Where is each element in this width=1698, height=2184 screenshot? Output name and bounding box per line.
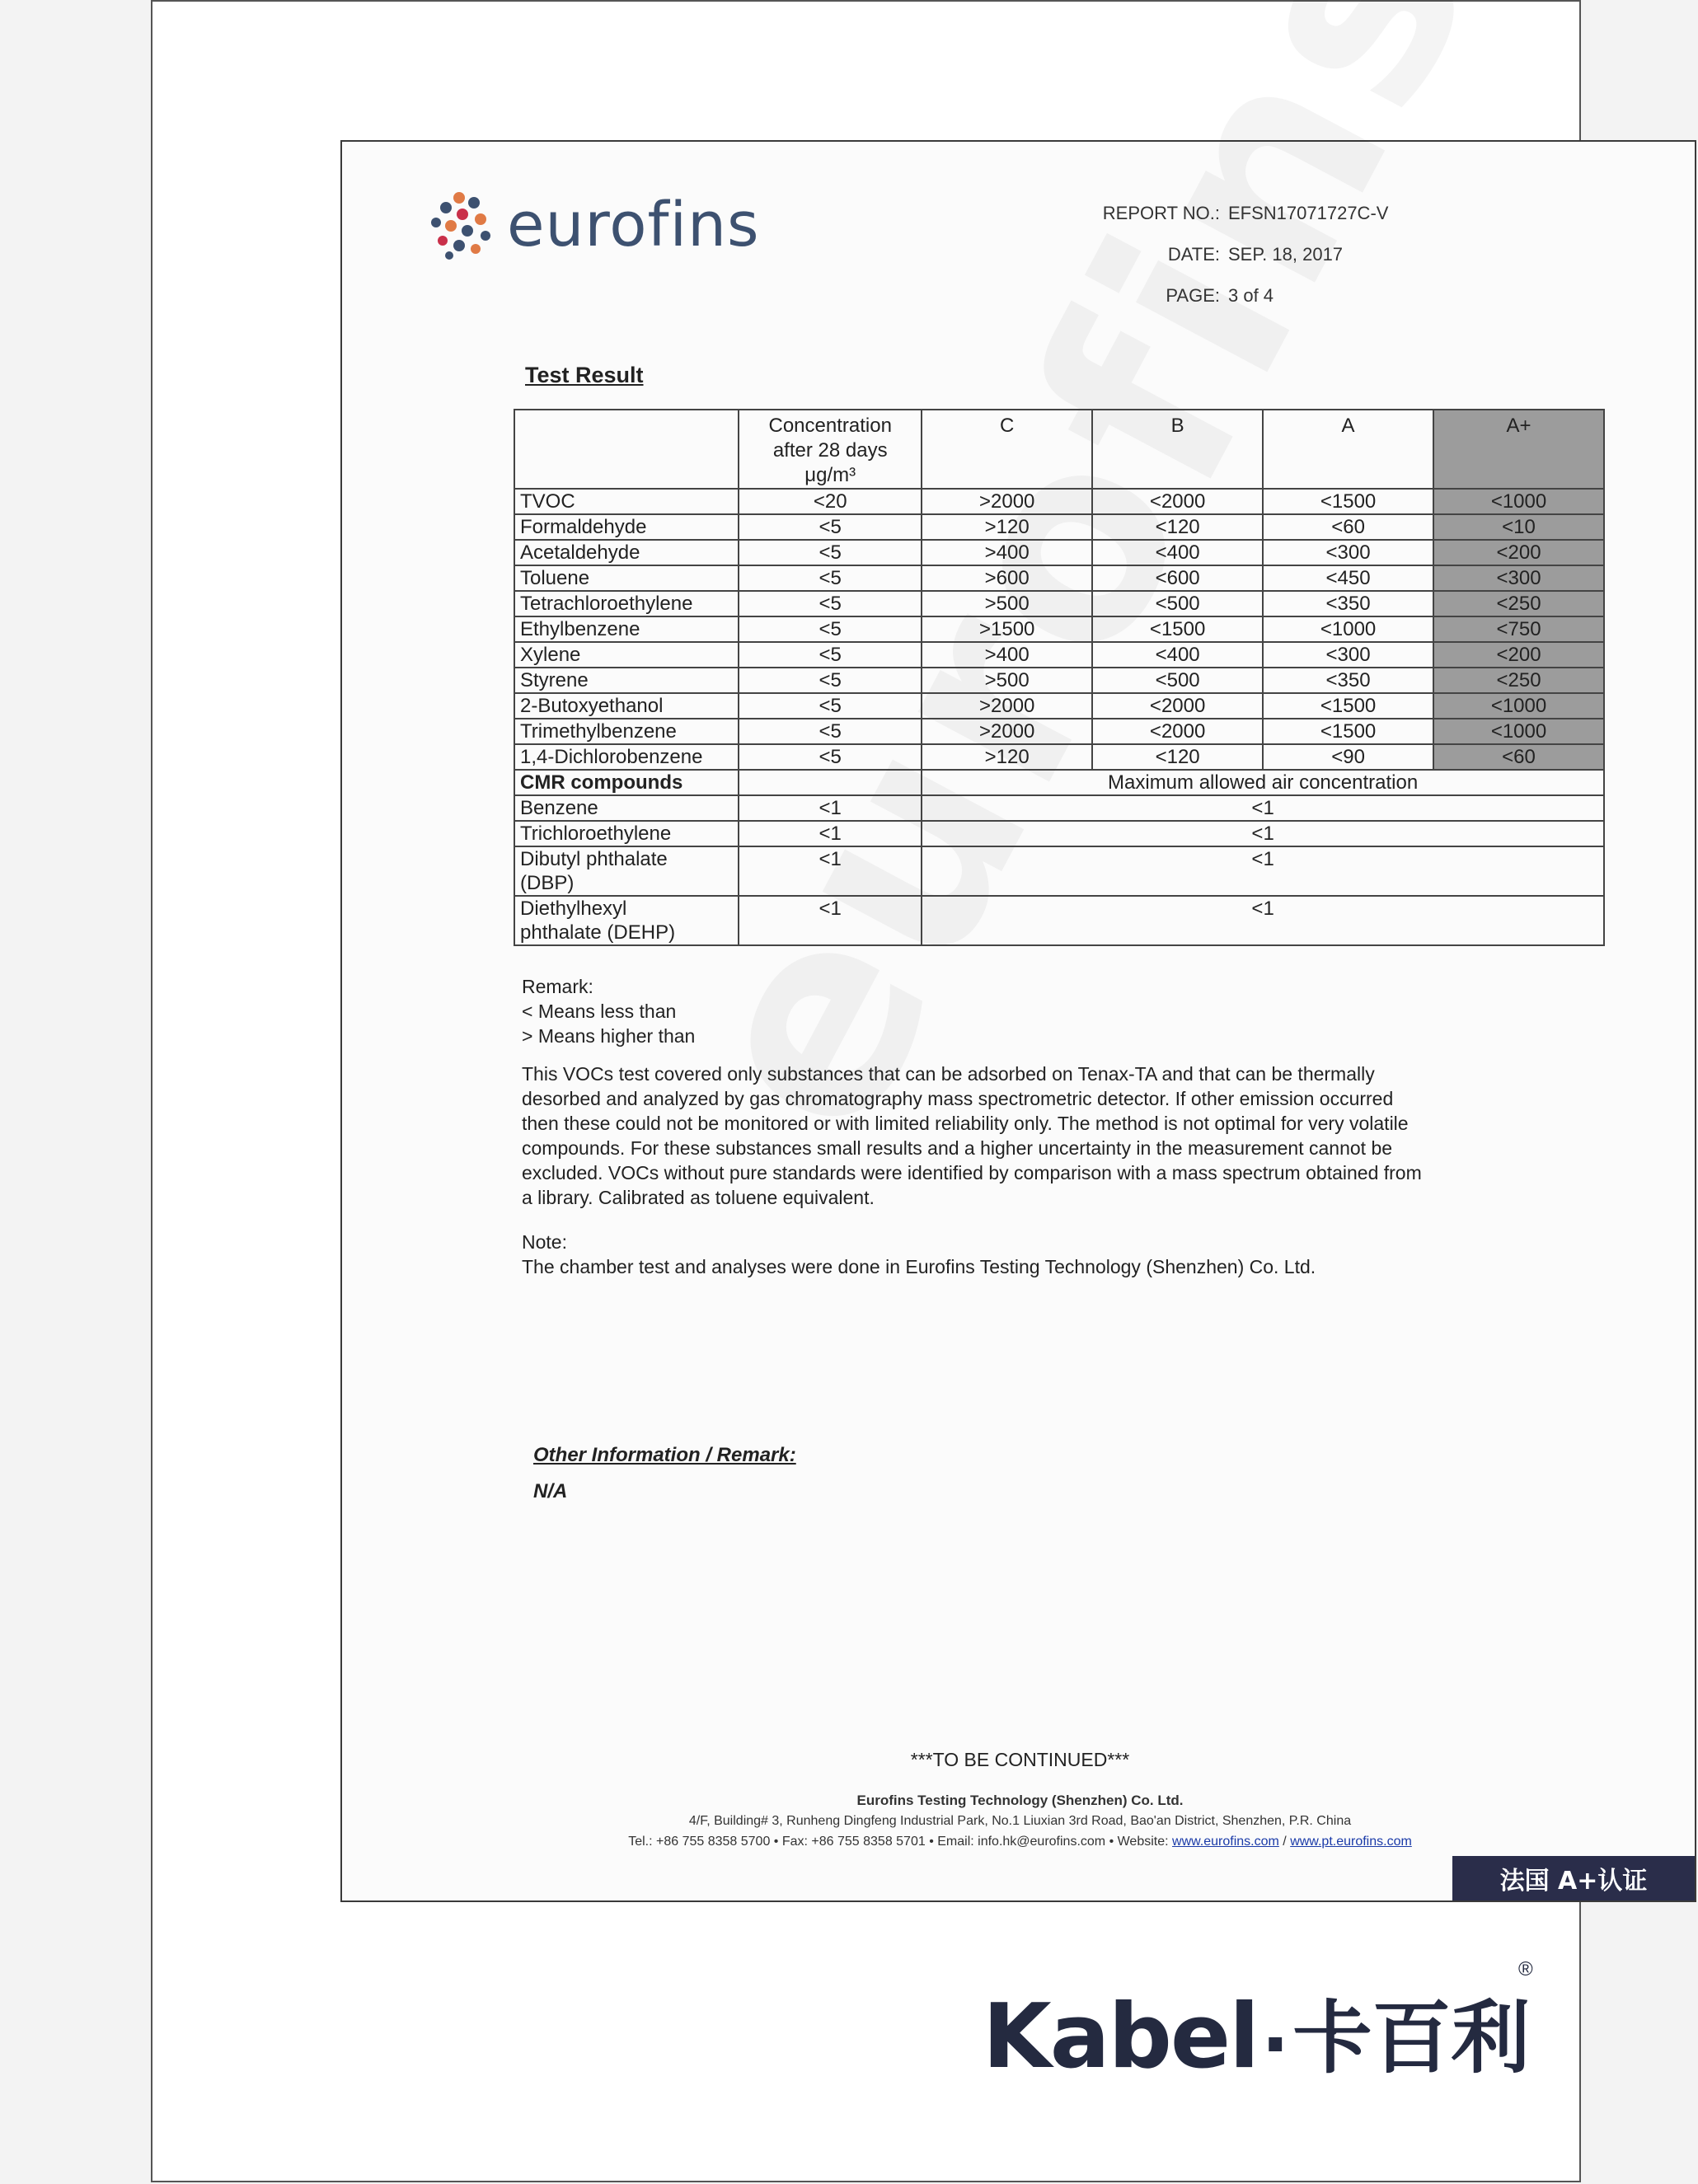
test-result-table (514, 409, 1605, 946)
grade-aplus-limit: <250 (1433, 591, 1604, 616)
remark-line-less: < Means less than (522, 1001, 677, 1022)
grade-aplus-limit: <200 (1433, 642, 1604, 668)
cmr-concentration-value: <1 (739, 795, 922, 821)
cmr-concentration-value: <1 (739, 896, 922, 945)
grade-aplus-limit: <60 (1433, 744, 1604, 770)
concentration-value: <5 (739, 514, 922, 540)
grade-aplus-limit: <750 (1433, 616, 1604, 642)
grade-b-limit: <400 (1092, 642, 1263, 668)
remark-line-higher: > Means higher than (522, 1025, 696, 1047)
grade-a-limit: <1000 (1263, 616, 1433, 642)
cmr-max-allowed-value: <1 (922, 821, 1604, 846)
cmr-substance-name (514, 846, 739, 896)
cmr-name-line2: (DBP) (520, 872, 575, 894)
cmr-header-max: Maximum allowed air concentration (922, 770, 1604, 795)
cmr-header-row (514, 770, 1604, 795)
grade-b-limit: <120 (1092, 514, 1263, 540)
concentration-value: <5 (739, 616, 922, 642)
note-text: The chamber test and analyses were done in Eurofins Testing Technology (Shenzhen) Co. Ltd. (522, 1256, 1316, 1277)
footer-link-separator: / (1278, 1835, 1291, 1849)
header-concentration (739, 410, 922, 489)
grade-c-limit: >400 (922, 642, 1092, 668)
cmr-section (514, 770, 1604, 795)
other-info-block (533, 1444, 796, 1503)
cmr-concentration-value: <1 (739, 821, 922, 846)
website-link-eurofins[interactable]: www.eurofins.com (1172, 1835, 1279, 1849)
eurofins-logo-text: eurofins (507, 190, 760, 260)
note-title: Note: (522, 1231, 567, 1253)
brand-name-cn: 卡百利 (1292, 1992, 1531, 2084)
paragraph-line: excluded. VOCs without pure standards were identified by comparison with a mass spectrum obtained from (522, 1162, 1422, 1183)
date-row (1059, 234, 1388, 275)
header-grade-aplus: A+ (1433, 410, 1604, 489)
grade-c-limit: >600 (922, 565, 1092, 591)
grade-c-limit: >1500 (922, 616, 1092, 642)
table-row (514, 846, 1604, 896)
date-label: DATE: (1167, 244, 1220, 265)
cmr-name-line2: phthalate (DEHP) (520, 921, 676, 944)
report-no-label: REPORT NO.: (1102, 203, 1220, 223)
header-conc-line3: μg/m³ (804, 464, 856, 486)
grade-a-limit: <60 (1263, 514, 1433, 540)
grade-aplus-limit: <250 (1433, 668, 1604, 693)
grade-c-limit: >2000 (922, 489, 1092, 514)
table-row (514, 642, 1604, 668)
test-result-title: Test Result (525, 363, 644, 387)
eurofins-logo (426, 190, 760, 260)
substance-name: Xylene (514, 642, 739, 668)
grade-a-limit: <350 (1263, 668, 1433, 693)
cmr-header-empty (739, 770, 922, 795)
remark-block (522, 974, 695, 1048)
note-block (522, 1230, 1316, 1279)
substance-name: TVOC (514, 489, 739, 514)
table-row (514, 616, 1604, 642)
date-value: SEP. 18, 2017 (1228, 244, 1344, 265)
header-substance (514, 410, 739, 489)
cmr-name-line1: Dibutyl phthalate (520, 848, 668, 870)
cmr-concentration-value: <1 (739, 846, 922, 896)
concentration-value: <5 (739, 668, 922, 693)
method-paragraph (522, 1062, 1422, 1210)
report-no-row (1059, 193, 1388, 234)
grade-c-limit: >500 (922, 668, 1092, 693)
brand-dot: · (1261, 2002, 1290, 2088)
grade-aplus-limit: <10 (1433, 514, 1604, 540)
concentration-value: <5 (739, 591, 922, 616)
substance-name: Ethylbenzene (514, 616, 739, 642)
header-grade-c: C (922, 410, 1092, 489)
substance-name: Formaldehyde (514, 514, 739, 540)
grade-b-limit: <2000 (1092, 719, 1263, 744)
grade-b-limit: <500 (1092, 591, 1263, 616)
grade-a-limit: <350 (1263, 591, 1433, 616)
substance-name: 1,4-Dichlorobenzene (514, 744, 739, 770)
substance-name: Styrene (514, 668, 739, 693)
cmr-substance-name (514, 795, 739, 821)
grade-aplus-limit: <200 (1433, 540, 1604, 565)
substance-name: Tetrachloroethylene (514, 591, 739, 616)
grade-b-limit: <400 (1092, 540, 1263, 565)
to-be-continued: ***TO BE CONTINUED*** (910, 1749, 1130, 1770)
grade-aplus-limit: <300 (1433, 565, 1604, 591)
table-row (514, 489, 1604, 514)
table-header-row (514, 410, 1604, 489)
cmr-substance-name (514, 821, 739, 846)
other-info-value: N/A (533, 1480, 568, 1502)
concentration-value: <5 (739, 693, 922, 719)
grade-a-limit: <300 (1263, 642, 1433, 668)
page-value: 3 of 4 (1228, 285, 1274, 306)
header-grade-b: B (1092, 410, 1263, 489)
grade-a-limit: <300 (1263, 540, 1433, 565)
grade-b-limit: <2000 (1092, 693, 1263, 719)
grade-a-limit: <1500 (1263, 719, 1433, 744)
table-row (514, 591, 1604, 616)
cmr-name-line1: Diethylhexyl (520, 898, 627, 920)
concentration-value: <5 (739, 565, 922, 591)
website-link-pt-eurofins[interactable]: www.pt.eurofins.com (1290, 1835, 1412, 1849)
grade-a-limit: <90 (1263, 744, 1433, 770)
grade-a-limit: <1500 (1263, 693, 1433, 719)
paragraph-line: then these could not be monitored or with limited reliability only. The method is not optimal for very volatile (522, 1113, 1409, 1134)
concentration-value: <5 (739, 719, 922, 744)
footer-address: 4/F, Building# 3, Runheng Dingfeng Industrial Park, No.1 Liuxian 3rd Road, Bao'an District, Shenzhen, P.R. China (688, 1814, 1352, 1828)
grade-c-limit: >500 (922, 591, 1092, 616)
header-grade-a: A (1263, 410, 1433, 489)
eurofins-logo-icon (426, 190, 502, 260)
report-meta (1059, 193, 1388, 316)
registered-mark: ® (1518, 1958, 1533, 1980)
cmr-substance-name (514, 896, 739, 945)
concentration-value: <5 (739, 642, 922, 668)
cmr-max-allowed-value: <1 (922, 846, 1604, 896)
document-sheet (151, 0, 1648, 2182)
remark-title: Remark: (522, 976, 593, 997)
concentration-value: <5 (739, 744, 922, 770)
grade-c-limit: >120 (922, 514, 1092, 540)
grade-a-limit: <450 (1263, 565, 1433, 591)
cmr-name-line1: Trichloroethylene (520, 822, 672, 845)
grade-c-limit: >400 (922, 540, 1092, 565)
report-no-value: EFSN17071727C-V (1228, 203, 1389, 223)
paragraph-line: a library. Calibrated as toluene equivalent. (522, 1187, 875, 1208)
grade-b-limit: <500 (1092, 668, 1263, 693)
cmr-max-allowed-value: <1 (922, 795, 1604, 821)
table-row (514, 693, 1604, 719)
cmr-label: CMR compounds (514, 770, 739, 795)
grade-b-limit: <600 (1092, 565, 1263, 591)
table-row (514, 744, 1604, 770)
grade-a-limit: <1500 (1263, 489, 1433, 514)
header-conc-line1: Concentration (768, 415, 892, 437)
report-page (340, 140, 1696, 1902)
concentration-value: <20 (739, 489, 922, 514)
substance-name: 2-Butoxyethanol (514, 693, 739, 719)
cmr-rows (514, 795, 1604, 945)
voc-rows (514, 489, 1604, 770)
table-row (514, 719, 1604, 744)
cmr-max-allowed-value: <1 (922, 896, 1604, 945)
footer-contact: Tel.: +86 755 8358 5700 • Fax: +86 755 8358 5701 • Email: info.hk@eurofins.com • Website: (628, 1835, 1169, 1849)
paragraph-line: compounds. For these substances small results and a higher uncertainty in the measurement cannot be (522, 1137, 1393, 1159)
table-row (514, 896, 1604, 945)
page-label: PAGE: (1166, 285, 1220, 306)
certification-badge: 法国 A+认证 (1452, 1856, 1695, 1900)
substance-name: Toluene (514, 565, 739, 591)
table-row (514, 540, 1604, 565)
paragraph-line: This VOCs test covered only substances that can be adsorbed on Tenax-TA and that can be thermally (522, 1063, 1375, 1085)
header-conc-line2: after 28 days (772, 439, 888, 462)
substance-name: Acetaldehyde (514, 540, 739, 565)
other-info-title: Other Information / Remark: (533, 1444, 796, 1466)
kabel-brand-logo (983, 1975, 1530, 2088)
paragraph-line: desorbed and analyzed by gas chromatography mass spectrometric detector. If other emission occurred (522, 1088, 1394, 1109)
grade-c-limit: >2000 (922, 719, 1092, 744)
brand-name-en: Kabel (983, 1985, 1259, 2088)
footer (342, 1790, 1698, 1852)
grade-aplus-limit: <1000 (1433, 693, 1604, 719)
concentration-value: <5 (739, 540, 922, 565)
grade-aplus-limit: <1000 (1433, 719, 1604, 744)
grade-c-limit: >120 (922, 744, 1092, 770)
table-row (514, 565, 1604, 591)
substance-name: Trimethylbenzene (514, 719, 739, 744)
table-row (514, 514, 1604, 540)
grade-b-limit: <1500 (1092, 616, 1263, 642)
grade-aplus-limit: <1000 (1433, 489, 1604, 514)
cmr-name-line1: Benzene (520, 796, 598, 819)
grade-b-limit: <2000 (1092, 489, 1263, 514)
table-row (514, 668, 1604, 693)
grade-b-limit: <120 (1092, 744, 1263, 770)
table-row (514, 821, 1604, 846)
footer-company: Eurofins Testing Technology (Shenzhen) Co. Ltd. (856, 1793, 1184, 1808)
grade-c-limit: >2000 (922, 693, 1092, 719)
footer-contact-line (342, 1831, 1698, 1852)
table-row (514, 795, 1604, 821)
page-row (1059, 275, 1388, 316)
